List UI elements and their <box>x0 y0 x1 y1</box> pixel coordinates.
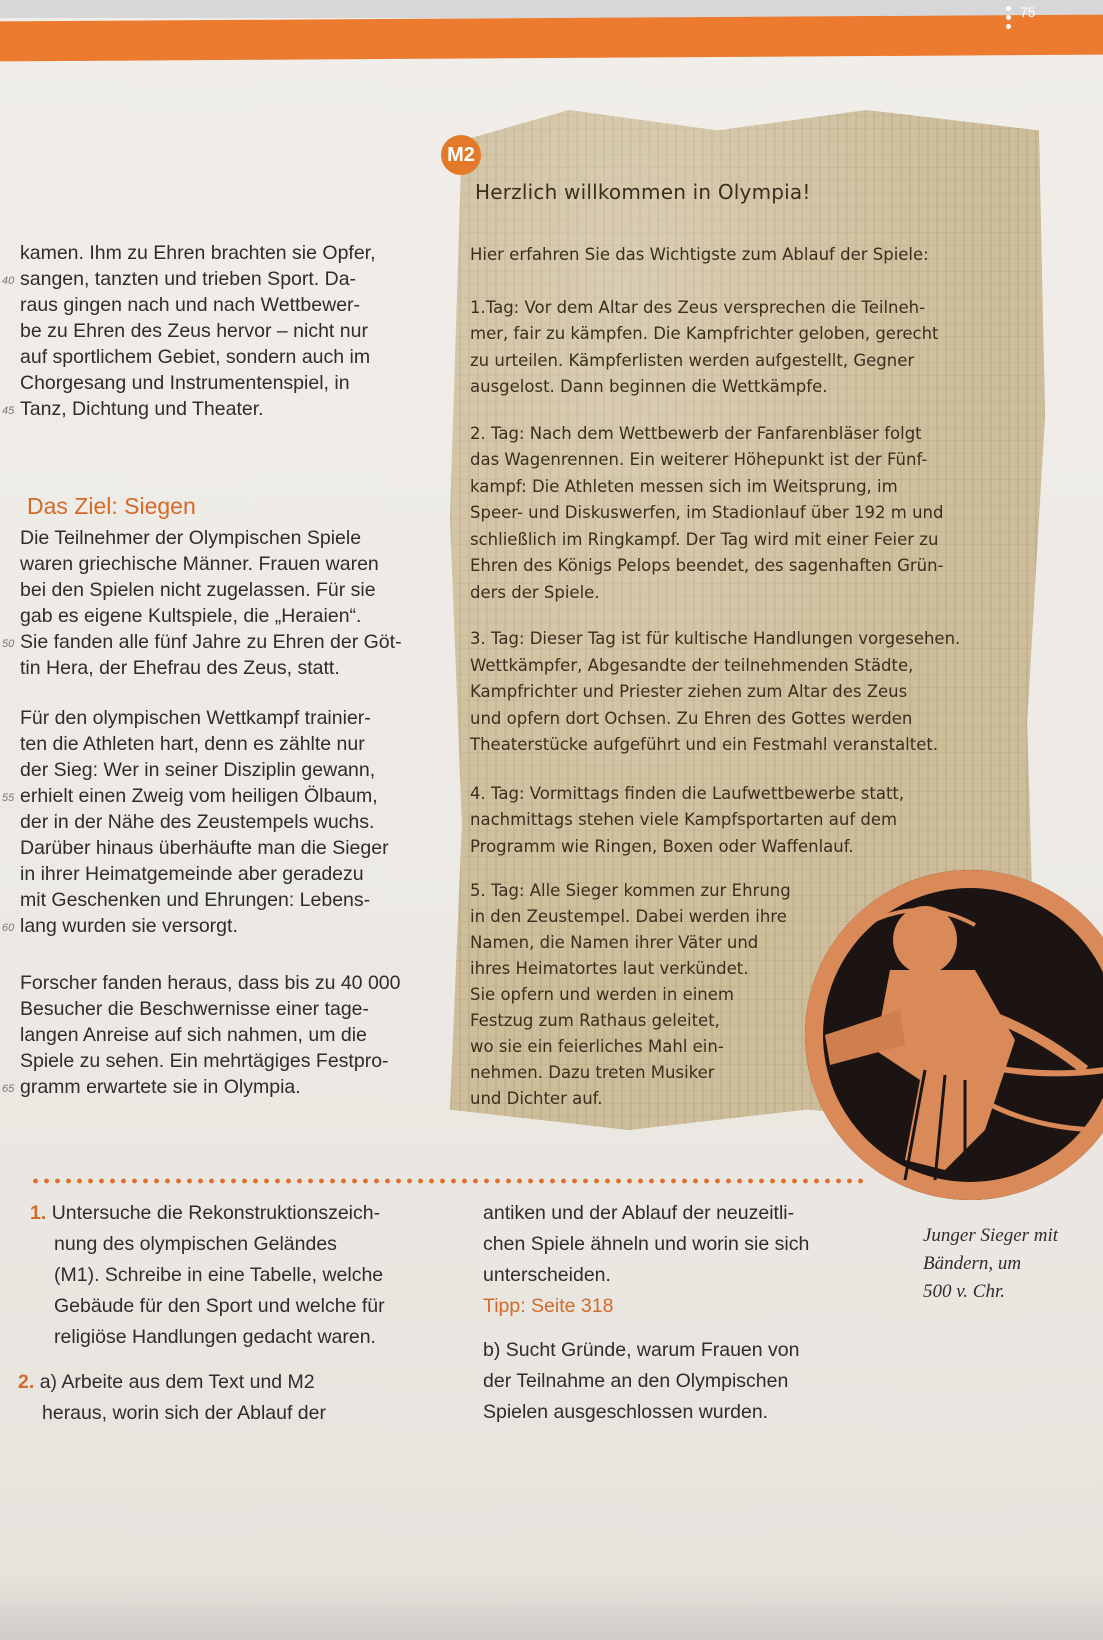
papyrus-line: 1.Tag: Vor dem Altar des Zeus versprechen die Teilneh- <box>470 297 926 317</box>
task-number: 2. <box>18 1371 40 1393</box>
task-2-continued-text <box>483 1198 903 1291</box>
line-number: 45 <box>2 405 15 417</box>
text-line: waren griechische Männer. Frauen waren <box>20 553 379 575</box>
papyrus-line: das Wagenrennen. Ein weiterer Höhepunkt ist der Fünf- <box>470 450 928 469</box>
task-line: Gebäude für den Sport und welche für <box>54 1295 385 1317</box>
paragraph-visitors <box>2 970 425 1100</box>
text-line: sangen, tanzten und trieben Sport. Da- 40 <box>20 266 425 292</box>
header-bar <box>0 15 1103 62</box>
papyrus-line: Ehren des Königs Pelops beendet, des sagenhaften Grün- <box>470 556 944 575</box>
text-line: der in der Nähe des Zeustempels wuchs. <box>20 811 375 833</box>
text-line: in ihrer Heimatgemeinde aber geradezu <box>20 863 364 885</box>
text-line: Sie fanden alle fünf Jahre zu Ehren der Göt- 50 <box>20 629 425 655</box>
papyrus-line: Theaterstücke aufgeführt und ein Festmahl veranstaltet. <box>470 735 939 754</box>
text-line: Tanz, Dichtung und Theater. 45 <box>20 396 425 422</box>
papyrus-line: Speer- und Diskuswerfen, im Stadionlauf über 192 m und <box>470 503 944 522</box>
vase-painting-image <box>805 870 1103 1200</box>
papyrus-line: 3. Tag: Dieser Tag ist für kultische Handlungen vorgesehen. <box>470 629 961 648</box>
page-shadow <box>0 1575 1103 1640</box>
text-line: Spiele zu sehen. Ein mehrtägiges Festpro- <box>20 1050 389 1072</box>
task-line: chen Spiele ähneln und worin sie sich <box>483 1233 810 1255</box>
text-line: gab es eigene Kultspiele, die „Heraien“. <box>20 605 362 627</box>
page-number: 75 <box>1020 4 1036 20</box>
task-line: unterscheiden. <box>483 1264 611 1286</box>
papyrus-line: nachmittags stehen viele Kampfsportarten auf dem <box>470 810 898 829</box>
papyrus-line: wo sie ein feierliches Mahl ein- <box>470 1037 724 1056</box>
text-line: kamen. Ihm zu Ehren brachten sie Opfer, <box>20 242 376 264</box>
line-number: 50 <box>2 638 15 650</box>
task-line: heraus, worin sich der Ablauf der <box>42 1402 326 1424</box>
papyrus-line: Kampfrichter und Priester ziehen zum Altar des Zeus <box>470 682 908 701</box>
task-1 <box>30 1198 450 1353</box>
section-heading: Das Ziel: Siegen <box>27 493 196 519</box>
papyrus-line: Programm wie Ringen, Boxen oder Waffenlauf. <box>470 836 854 856</box>
caption-line: Junger Sieger mit <box>923 1225 1059 1246</box>
text-line: tin Hera, der Ehefrau des Zeus, statt. <box>20 657 340 679</box>
left-text-column-2 <box>2 525 425 681</box>
text-line: Die Teilnehmer der Olympischen Spiele <box>20 527 362 549</box>
papyrus-line: in den Zeustempel. Dabei werden ihre <box>470 907 787 926</box>
papyrus-line: und Dichter auf. <box>470 1089 603 1108</box>
text-line: mit Geschenken und Ehrungen: Lebens- <box>20 889 371 911</box>
text-line: Forscher fanden heraus, dass bis zu 40 000 <box>20 972 401 994</box>
text-line: auf sportlichem Gebiet, sondern auch im <box>20 346 371 368</box>
line-number: 60 <box>2 922 15 934</box>
papyrus-line: 5. Tag: Alle Sieger kommen zur Ehrung <box>470 881 791 900</box>
paragraph-victory <box>2 705 425 939</box>
papyrus-line: ders der Spiele. <box>470 582 600 602</box>
line-number: 65 <box>2 1083 15 1095</box>
left-text-column <box>2 240 425 422</box>
text-line: Für den olympischen Wettkampf trainier- <box>20 707 371 729</box>
text-line: Chorgesang und Instrumentenspiel, in <box>20 372 350 394</box>
task-line <box>18 1367 438 1398</box>
text-line: raus gingen nach und nach Wettbewer- <box>20 294 361 316</box>
papyrus-title: Herzlich willkommen in Olympia! <box>475 180 811 204</box>
line-number: 40 <box>2 275 15 287</box>
papyrus-line: Sie opfern und werden in einem <box>470 985 734 1004</box>
papyrus-line: Festzug zum Rathaus geleitet, <box>470 1011 720 1030</box>
text-line: erhielt einen Zweig vom heiligen Ölbaum, 55 <box>20 783 425 809</box>
task-text: Untersuche die Rekonstruktionszeich- <box>51 1202 381 1224</box>
task-2b <box>483 1335 903 1428</box>
papyrus-line: ihres Heimatortes laut verkündet. <box>470 959 749 978</box>
page-marker-dots <box>1006 2 1012 32</box>
task-line: Spielen ausgeschlossen wurden. <box>483 1401 769 1423</box>
left-text-column-4 <box>2 970 425 1100</box>
papyrus-line: mer, fair zu kämpfen. Die Kampfrichter geloben, gerecht <box>470 324 939 343</box>
papyrus-day-1 <box>470 295 1030 401</box>
line-number: 55 <box>2 792 15 804</box>
papyrus-line: und opfern dort Ochsen. Zu Ehren des Gottes werden <box>470 708 913 728</box>
paragraph-festival <box>2 240 425 422</box>
text-line: Darüber hinaus überhäufte man die Sieger <box>20 837 389 859</box>
task-line: nung des olympischen Geländes <box>54 1233 337 1255</box>
paragraph-participants <box>2 525 425 681</box>
caption-line: Bändern, um <box>923 1253 1022 1274</box>
image-caption <box>923 1222 1058 1306</box>
papyrus-line: 2. Tag: Nach dem Wettbewerb der Fanfarenbläser folgt <box>470 423 922 443</box>
task-number: 1. <box>30 1202 52 1224</box>
text-line: Besucher die Beschwernisse einer tage- <box>20 998 370 1020</box>
papyrus-day-2 <box>470 421 1030 607</box>
task-line <box>30 1198 450 1229</box>
papyrus-line: Namen, die Namen ihrer Väter und <box>470 933 759 952</box>
left-text-column-3 <box>2 705 425 939</box>
task-line: der Teilnahme an den Olympischen <box>483 1370 789 1392</box>
task-text: a) Arbeite aus dem Text und M2 <box>39 1371 315 1393</box>
papyrus-line: zu urteilen. Kämpferlisten werden aufgestellt, Gegner <box>470 350 915 370</box>
papyrus-line: nehmen. Dazu treten Musiker <box>470 1063 715 1082</box>
task-2a-continued <box>483 1198 903 1322</box>
papyrus-day-4 <box>470 781 1030 861</box>
text-line: ten die Athleten hart, denn es zählte nur <box>20 733 365 755</box>
task-line: antiken und der Ablauf der neuzeitli- <box>483 1202 795 1224</box>
papyrus-line: ausgelost. Dann beginnen die Wettkämpfe. <box>470 377 828 396</box>
text-line: gramm erwartete sie in Olympia. 65 <box>20 1074 425 1100</box>
papyrus-intro <box>470 242 1030 269</box>
task-2b-text <box>483 1335 903 1428</box>
task-line: (M1). Schreibe in eine Tabelle, welche <box>54 1264 384 1286</box>
papyrus-line: kampf: Die Athleten messen sich im Weitsprung, im <box>470 476 898 496</box>
task-2a <box>18 1367 438 1429</box>
source-badge: M2 <box>441 135 481 175</box>
task-line: religiöse Handlungen gedacht waren. <box>54 1326 376 1348</box>
dotted-separator <box>30 1178 865 1184</box>
papyrus-day-3 <box>470 626 1030 759</box>
text-line: lang wurden sie versorgt. 60 <box>20 913 425 939</box>
papyrus-line: schließlich im Ringkampf. Der Tag wird mit einer Feier zu <box>470 529 939 549</box>
task-line: b) Sucht Gründe, warum Frauen von <box>483 1339 800 1361</box>
papyrus-line: Hier erfahren Sie das Wichtigste zum Ablauf der Spiele: <box>470 245 929 264</box>
task-1-text <box>30 1198 450 1353</box>
caption-line: 500 v. Chr. <box>923 1281 1005 1302</box>
papyrus-line: 4. Tag: Vormittags finden die Laufwettbewerbe statt, <box>470 783 905 803</box>
text-line: be zu Ehren des Zeus hervor – nicht nur <box>20 320 368 342</box>
papyrus-line: Wettkämpfer, Abgesandte der teilnehmenden Städte, <box>470 655 914 675</box>
task-2-text <box>18 1367 438 1429</box>
text-line: der Sieg: Wer in seiner Disziplin gewann, <box>20 759 376 781</box>
text-line: langen Anreise auf sich nahmen, um die <box>20 1024 367 1046</box>
tip-reference: Tipp: Seite 318 <box>483 1295 614 1317</box>
text-line: bei den Spielen nicht zugelassen. Für sie <box>20 579 376 601</box>
